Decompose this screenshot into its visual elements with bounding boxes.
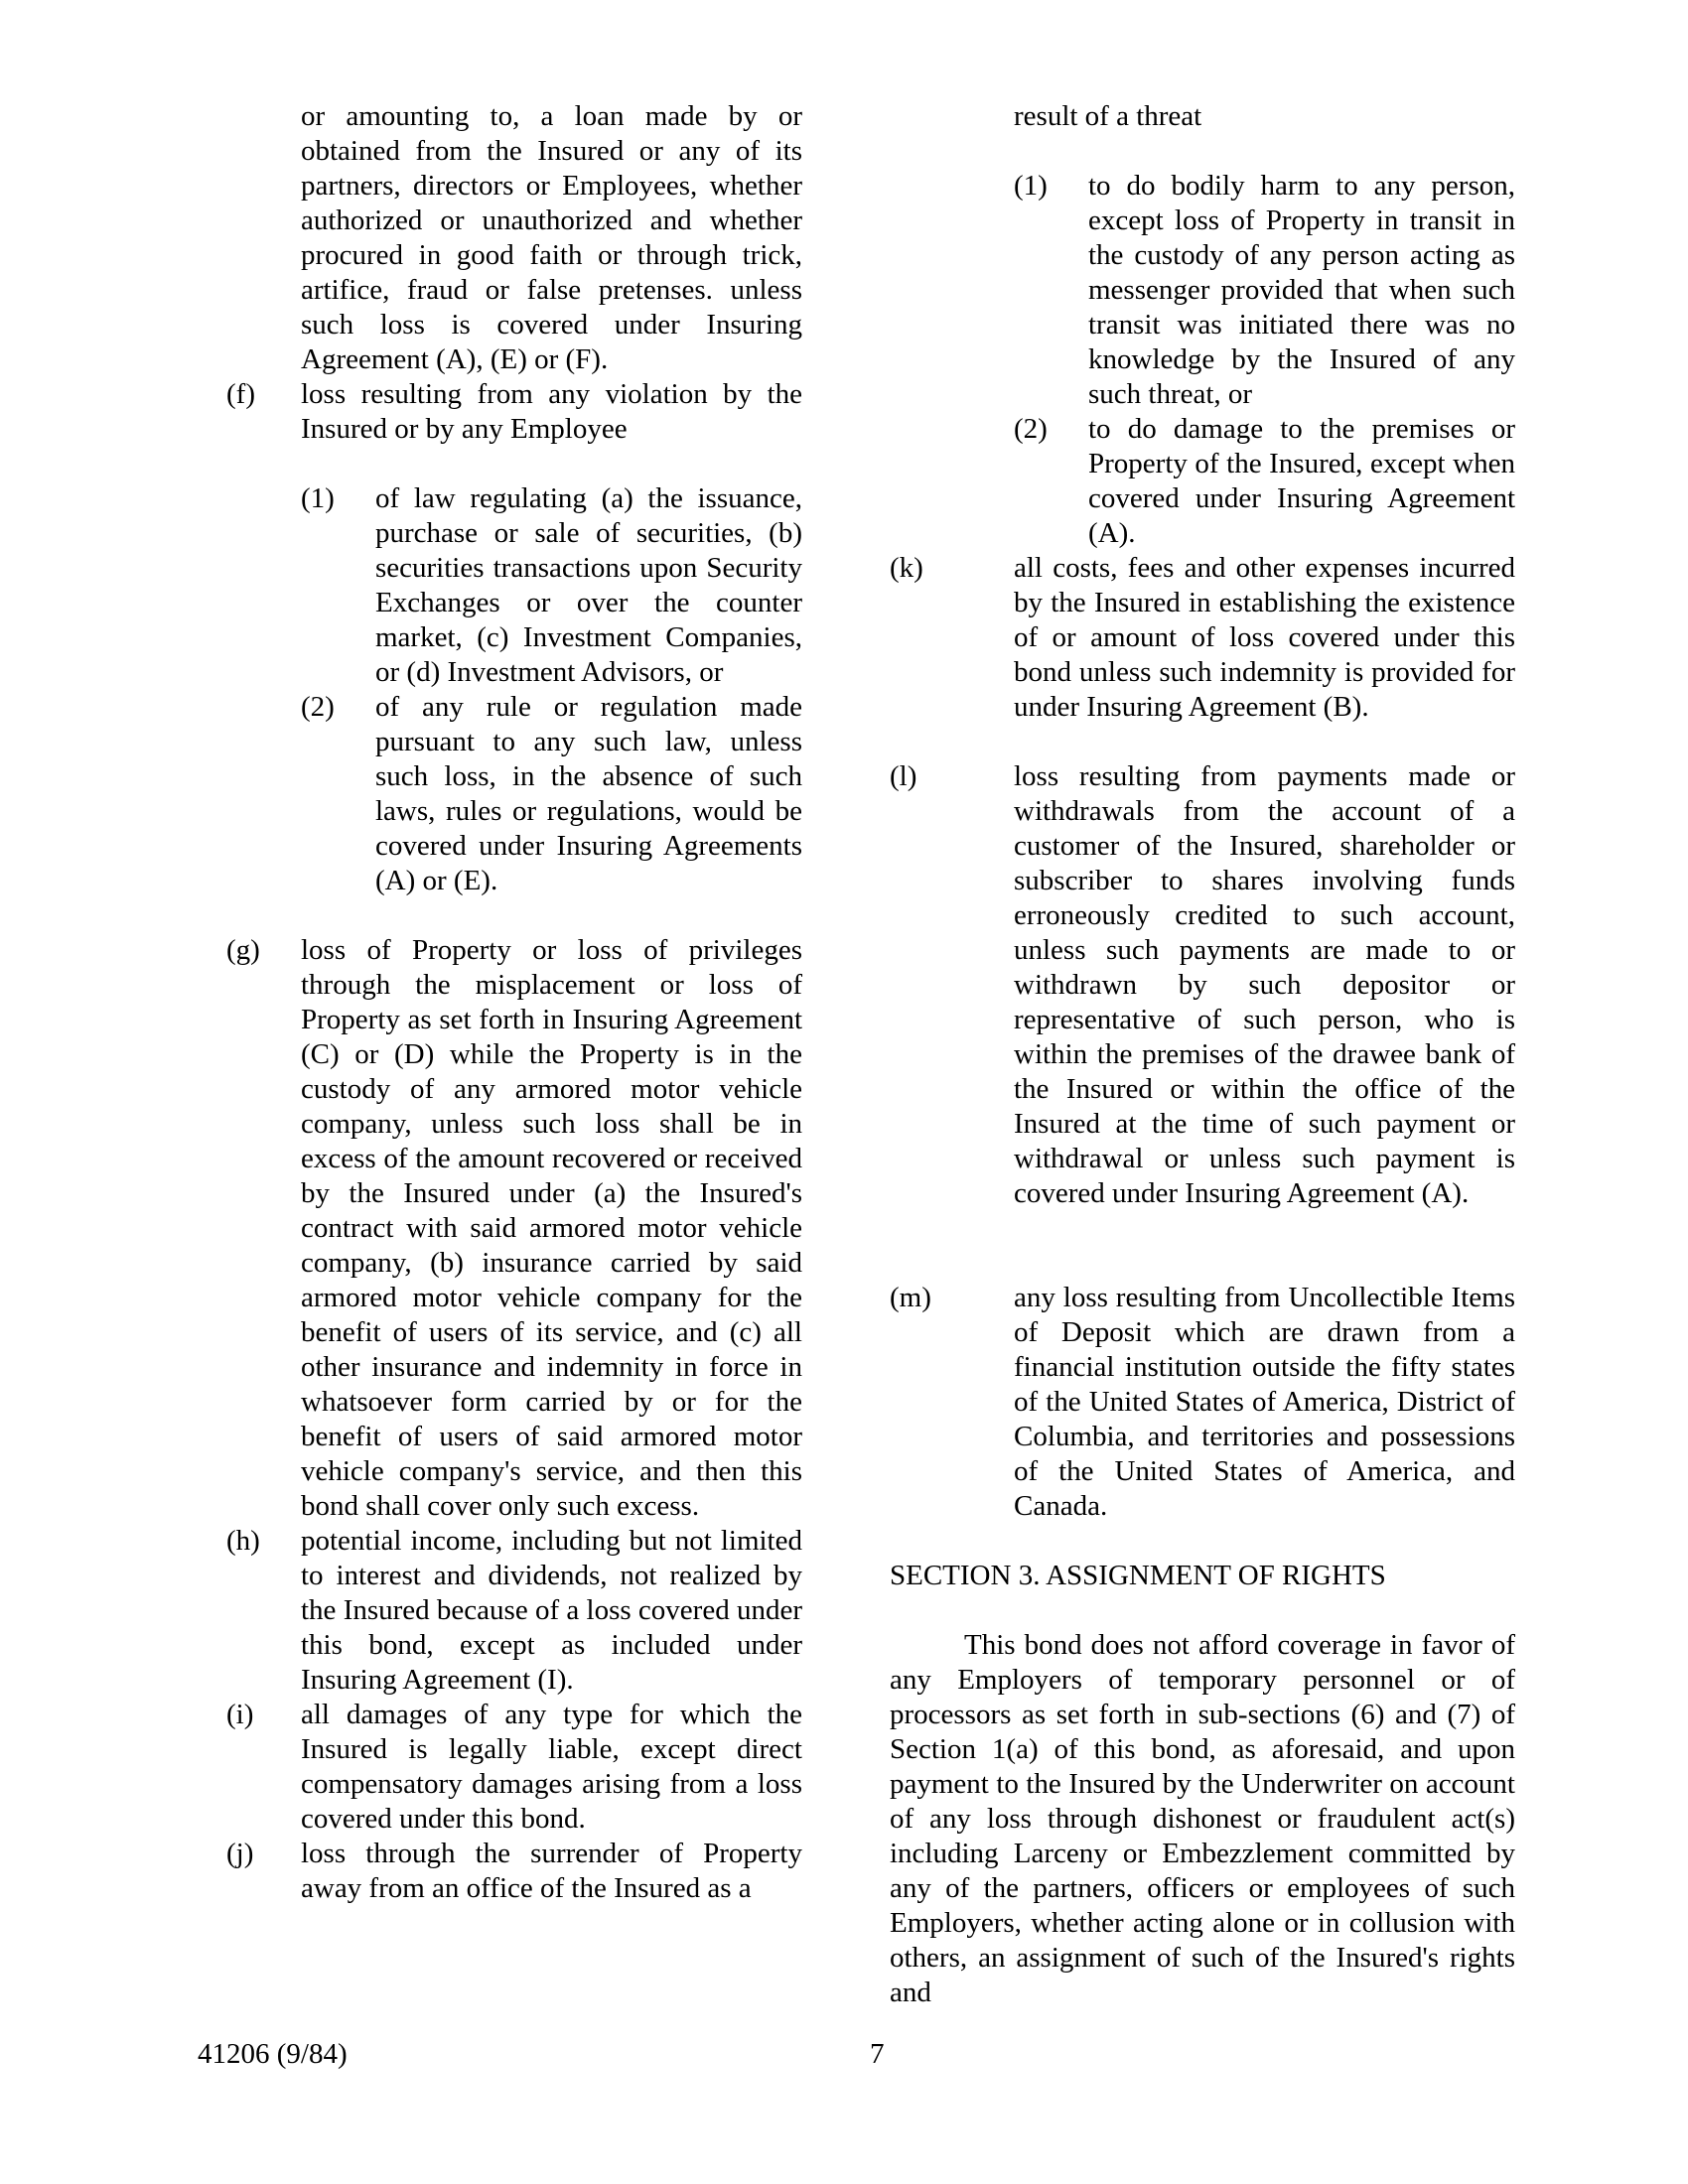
exclusion-label: (k) xyxy=(890,552,923,584)
subitem-label: (1) xyxy=(1014,170,1048,202)
exclusion-label: (i) xyxy=(226,1699,254,1730)
exclusion-text: loss through the surrender of Property away from an office of the Insured as a xyxy=(301,1838,802,1904)
exclusion-text: loss resulting from any violation by the Insured or by any Employee xyxy=(301,378,802,445)
paragraph-e-continuation: or amounting to, a loan made by or obtained from the Insured or any of its partners, directors or Employees, whether authorized or unauthorized and whether procured in good faith or through trick, artifice, fraud or false pretenses. unless such loss is covered under Insuring Agreement (A), (E) or (F). xyxy=(301,100,802,375)
exclusion-k xyxy=(890,551,1515,725)
exclusion-h xyxy=(226,1524,802,1698)
exclusion-label: (m) xyxy=(890,1282,931,1313)
exclusion-label: (g) xyxy=(226,934,260,966)
exclusion-text: any loss resulting from Uncollectible Items of Deposit which are drawn from a financial institution outside the fifty states of the United States of America, District of Columbia, and territories and possessions of the United States of America, and Canada. xyxy=(1014,1282,1515,1522)
exclusion-label: (j) xyxy=(226,1838,254,1869)
subitem-text: to do bodily harm to any person, except loss of Property in transit in the custody of any person acting as messenger provided that when such transit was initiated there was no knowledge by the Insured of any such threat, or xyxy=(1088,170,1515,410)
exclusion-g xyxy=(226,933,802,1524)
subitem-text: of any rule or regulation made pursuant to any such law, unless such loss, in the absence of such laws, rules or regulations, would be covered under Insuring Agreements (A) or (E). xyxy=(375,691,802,896)
subitem-text: of law regulating (a) the issuance, purchase or sale of securities, (b) securities transactions upon Security Exchanges or over the counter market, (c) Investment Companies, or (d) Investment Advisors, or xyxy=(375,482,802,688)
subitem-j1 xyxy=(1014,169,1515,412)
exclusion-text: loss of Property or loss of privileges through the misplacement or loss of Property as set forth in Insuring Agreement (C) or (D) while the Property is in the custody of any armored motor vehicle company, unless such loss shall be in excess of the amount recovered or received by the Insured under (a) the Insured's contract with said armored motor vehicle company, (b) insurance carried by said armored motor vehicle company for the benefit of users of its service, and (c) all other insurance and indemnity in force in whatsoever form carried by or for the benefit of users of said armored motor vehicle company's service, and then this bond shall cover only such excess. xyxy=(301,934,802,1522)
exclusion-i xyxy=(226,1698,802,1837)
exclusion-text: all costs, fees and other expenses incurred by the Insured in establishing the existence of or amount of loss covered under this bond unless such indemnity is provided for under Insuring Agreement (B). xyxy=(1014,552,1515,723)
section-body: This bond does not afford coverage in favor of any Employers of temporary personnel or of processors as set forth in sub-sections (6) and (7) of Section 1(a) of this bond, as aforesaid, and upon payment to the Insured by the Underwriter on account of any loss through dishonest or fraudulent act(s) including Larceny or Embezzlement committed by any of the partners, officers or employees of such Employers, whether acting alone or in collusion with others, an assignment of such of the Insured's rights and xyxy=(890,1629,1515,2008)
exclusion-text: loss resulting from payments made or withdrawals from the account of a customer of the Insured, shareholder or subscriber to shares involving funds erroneously credited to such account, unless such payments are made to or withdrawn by such depositor or representative of such person, who is within the premises of the drawee bank of the Insured or within the office of the Insured at the time of such payment or withdrawal or unless such payment is covered under Insuring Agreement (A). xyxy=(1014,760,1515,1209)
left-column xyxy=(226,99,802,1906)
exclusion-m xyxy=(890,1281,1515,1524)
subitem-f1 xyxy=(301,481,802,690)
subitem-label: (2) xyxy=(1014,413,1048,445)
subitem-label: (2) xyxy=(301,691,335,723)
exclusion-l xyxy=(890,759,1515,1211)
page-number: 7 xyxy=(870,2038,885,2070)
right-column xyxy=(890,99,1515,2010)
paragraph-j-continuation: result of a threat xyxy=(1014,100,1202,132)
exclusion-text: potential income, including but not limited to interest and dividends, not realized by the Insured because of a loss covered under this bond, except as included under Insuring Agreement (I). xyxy=(301,1525,802,1696)
subitem-text: to do damage to the premises or Property of the Insured, except when covered under Insuring Agreement (A). xyxy=(1088,413,1515,549)
subitem-label: (1) xyxy=(301,482,335,514)
form-number: 41206 (9/84) xyxy=(198,2038,348,2070)
subitem-j2 xyxy=(1014,412,1515,551)
exclusion-label: (h) xyxy=(226,1525,260,1557)
subitem-f2 xyxy=(301,690,802,898)
exclusion-f xyxy=(226,377,802,447)
section-heading: SECTION 3. ASSIGNMENT OF RIGHTS xyxy=(890,1560,1386,1591)
exclusion-j xyxy=(226,1837,802,1906)
exclusion-label: (f) xyxy=(226,378,255,410)
exclusion-label: (l) xyxy=(890,760,917,792)
exclusion-text: all damages of any type for which the Insured is legally liable, except direct compensatory damages arising from a loss covered under this bond. xyxy=(301,1699,802,1835)
